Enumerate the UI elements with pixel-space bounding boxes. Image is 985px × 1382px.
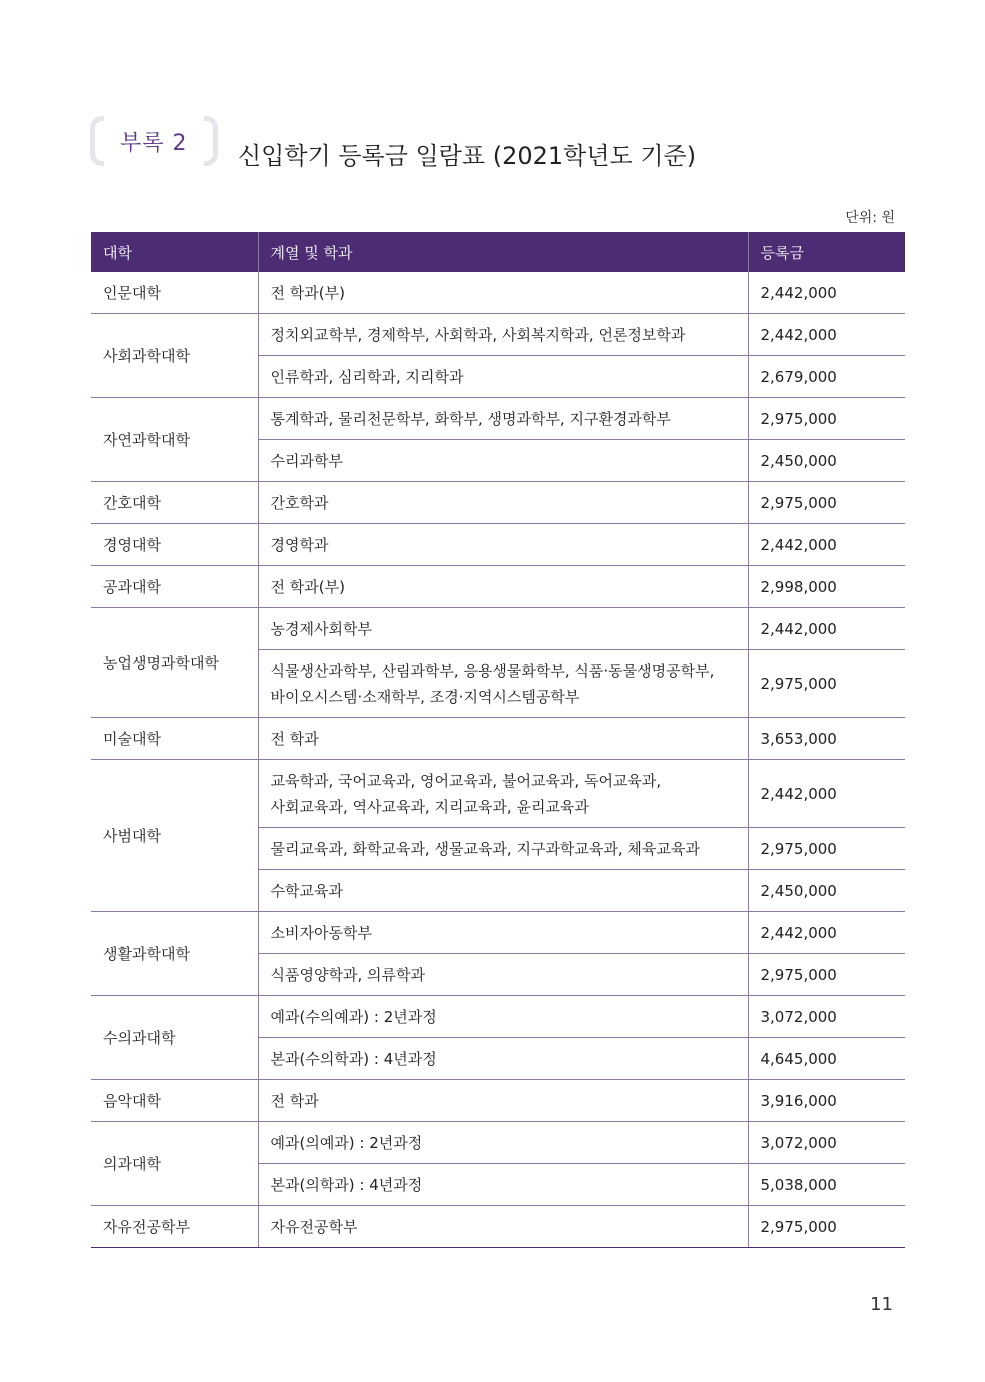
table-row [91,760,905,828]
department-cell: 본과(의학과) : 4년과정 [258,1164,748,1206]
fee-cell: 2,975,000 [748,650,905,718]
fee-cell: 2,975,000 [748,398,905,440]
fee-cell: 2,975,000 [748,954,905,996]
column-header-college: 대학 [91,232,258,272]
table-row [91,1080,905,1122]
college-cell: 농업생명과학대학 [91,608,258,718]
department-cell: 농경제사회학부 [258,608,748,650]
college-cell: 경영대학 [91,524,258,566]
tuition-table [91,232,905,1248]
table-row [91,1206,905,1248]
table-row [91,912,905,954]
table-row [91,718,905,760]
fee-cell: 2,450,000 [748,870,905,912]
college-cell: 자연과학대학 [91,398,258,482]
table-row [91,608,905,650]
department-cell [258,760,748,828]
department-line: 바이오시스템·소재학부, 조경·지역시스템공학부 [270,687,580,706]
table-row [91,398,905,440]
department-cell: 식품영양학과, 의류학과 [258,954,748,996]
page-header [90,112,890,172]
department-cell: 전 학과(부) [258,272,748,314]
page-number: 11 [870,1294,893,1315]
department-cell: 전 학과 [258,718,748,760]
table-row [91,482,905,524]
fee-cell: 2,442,000 [748,524,905,566]
department-cell: 정치외교학부, 경제학부, 사회학과, 사회복지학과, 언론정보학과 [258,314,748,356]
fee-cell: 2,442,000 [748,608,905,650]
department-cell: 간호학과 [258,482,748,524]
fee-cell: 3,653,000 [748,718,905,760]
college-cell: 인문대학 [91,272,258,314]
department-line: 교육학과, 국어교육과, 영어교육과, 불어교육과, 독어교육과, [270,771,662,790]
fee-cell: 2,975,000 [748,828,905,870]
department-cell: 전 학과(부) [258,566,748,608]
college-cell: 자유전공학부 [91,1206,258,1248]
fee-cell: 2,975,000 [748,482,905,524]
department-cell: 수리과학부 [258,440,748,482]
department-cell: 예과(수의예과) : 2년과정 [258,996,748,1038]
college-cell: 수의과대학 [91,996,258,1080]
department-cell: 소비자아동학부 [258,912,748,954]
fee-cell: 2,679,000 [748,356,905,398]
table-row [91,996,905,1038]
left-bracket-decoration [90,116,104,166]
fee-cell: 2,998,000 [748,566,905,608]
department-cell: 물리교육과, 화학교육과, 생물교육과, 지구과학교육과, 체육교육과 [258,828,748,870]
department-cell: 수학교육과 [258,870,748,912]
department-line: 사회교육과, 역사교육과, 지리교육과, 윤리교육과 [270,797,589,816]
table-row [91,272,905,314]
college-cell: 사범대학 [91,760,258,912]
college-cell: 미술대학 [91,718,258,760]
table-row [91,524,905,566]
table-body [91,272,905,1248]
table-row [91,1122,905,1164]
fee-cell: 2,975,000 [748,1206,905,1248]
college-cell: 간호대학 [91,482,258,524]
fee-cell: 2,442,000 [748,912,905,954]
department-cell: 경영학과 [258,524,748,566]
appendix-label: 부록 2 [120,131,188,156]
department-cell: 통계학과, 물리천문학부, 화학부, 생명과학부, 지구환경과학부 [258,398,748,440]
fee-cell: 5,038,000 [748,1164,905,1206]
column-header-fee: 등록금 [748,232,905,272]
fee-cell: 3,072,000 [748,996,905,1038]
fee-cell: 3,916,000 [748,1080,905,1122]
department-cell: 본과(수의학과) : 4년과정 [258,1038,748,1080]
college-cell: 의과대학 [91,1122,258,1206]
unit-label: 단위: 원 [845,210,895,226]
fee-cell: 2,442,000 [748,760,905,828]
college-cell: 생활과학대학 [91,912,258,996]
fee-cell: 3,072,000 [748,1122,905,1164]
college-cell: 사회과학대학 [91,314,258,398]
department-cell: 예과(의예과) : 2년과정 [258,1122,748,1164]
department-cell [258,650,748,718]
department-cell: 전 학과 [258,1080,748,1122]
college-cell: 음악대학 [91,1080,258,1122]
college-cell: 공과대학 [91,566,258,608]
fee-cell: 4,645,000 [748,1038,905,1080]
table-header-row [91,232,905,272]
table-row [91,314,905,356]
department-cell: 인류학과, 심리학과, 지리학과 [258,356,748,398]
table-row [91,566,905,608]
fee-cell: 2,442,000 [748,314,905,356]
fee-cell: 2,442,000 [748,272,905,314]
page-title: 신입학기 등록금 일람표 (2021학년도 기준) [238,142,697,170]
department-cell: 자유전공학부 [258,1206,748,1248]
column-header-department: 계열 및 학과 [258,232,748,272]
right-bracket-decoration [204,116,218,166]
department-line: 식물생산과학부, 산림과학부, 응용생물화학부, 식품·동물생명공학부, [270,661,715,680]
fee-cell: 2,450,000 [748,440,905,482]
